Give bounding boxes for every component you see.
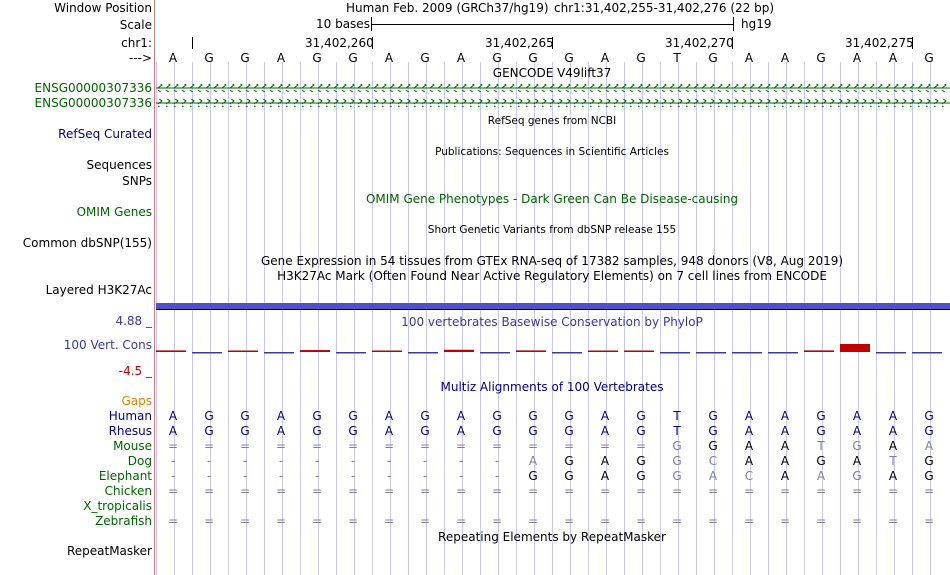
reference-base: A bbox=[888, 51, 898, 65]
reference-base: G bbox=[492, 51, 502, 65]
aligned-base: = bbox=[671, 484, 683, 498]
reference-base: G bbox=[564, 51, 574, 65]
aligned-base: T bbox=[817, 439, 825, 453]
aligned-base: A bbox=[852, 424, 862, 438]
aligned-base: - bbox=[206, 454, 212, 468]
aligned-base: = bbox=[743, 514, 755, 528]
aligned-base: G bbox=[420, 424, 430, 438]
species-label[interactable]: Zebrafish bbox=[95, 514, 152, 528]
refseq-title: RefSeq genes from NCBI bbox=[487, 115, 617, 127]
phylop-bar bbox=[408, 352, 438, 354]
phylop-bar bbox=[768, 352, 798, 354]
phylop-bar bbox=[300, 350, 330, 352]
coord-label: 31,402,260 bbox=[305, 36, 374, 50]
aligned-base: - bbox=[458, 469, 464, 483]
label-snps[interactable]: SNPs bbox=[122, 174, 152, 188]
phylop-bar bbox=[876, 352, 906, 354]
phylop-title: 100 vertebrates Basewise Conservation by PhyloP bbox=[401, 315, 703, 329]
omim-title: OMIM Gene Phenotypes - Dark Green Can Be Disease-causing bbox=[365, 192, 739, 206]
aligned-base: G bbox=[636, 424, 646, 438]
aligned-base: - bbox=[278, 454, 284, 468]
aligned-base: = bbox=[527, 439, 539, 453]
aligned-base: A bbox=[384, 409, 394, 423]
aligned-base: = bbox=[599, 514, 611, 528]
phylop-bar bbox=[660, 352, 690, 354]
aligned-base: A bbox=[600, 424, 610, 438]
species-label[interactable]: Dog bbox=[127, 454, 152, 468]
aligned-base: G bbox=[708, 409, 718, 423]
gtex-title: Gene Expression in 54 tissues from GTEx RNA-seq of 17382 samples, 948 donors (V8, Aug 2019) bbox=[260, 254, 844, 268]
aligned-base: A bbox=[168, 424, 178, 438]
aligned-base: A bbox=[780, 409, 790, 423]
aligned-base: = bbox=[563, 514, 575, 528]
aligned-base: = bbox=[311, 514, 323, 528]
species-label[interactable]: Mouse bbox=[113, 439, 152, 453]
aligned-base: - bbox=[350, 469, 356, 483]
aligned-base: G bbox=[564, 469, 574, 483]
aligned-base: = bbox=[239, 439, 251, 453]
aligned-base: G bbox=[816, 424, 826, 438]
phylop-bar bbox=[372, 351, 402, 353]
aligned-base: G bbox=[204, 409, 214, 423]
aligned-base: - bbox=[494, 454, 500, 468]
aligned-base: = bbox=[347, 439, 359, 453]
scale-text: 10 bases bbox=[316, 17, 370, 31]
h3k27ac-title: H3K27Ac Mark (Often Found Near Active Regulatory Elements) on 7 cell lines from ENCODE bbox=[277, 269, 827, 283]
label-ensg-1[interactable]: ENSG00000307336 bbox=[34, 81, 152, 95]
position-text: chr1:31,402,255-31,402,276 (22 bp) bbox=[554, 1, 775, 15]
aligned-base: - bbox=[422, 469, 428, 483]
reference-base: G bbox=[636, 51, 646, 65]
aligned-base: A bbox=[852, 409, 862, 423]
aligned-base: = bbox=[527, 514, 539, 528]
phylop-bar bbox=[624, 351, 654, 353]
species-label[interactable]: Rhesus bbox=[108, 424, 152, 438]
aligned-base: G bbox=[672, 469, 682, 483]
species-label[interactable]: X_tropicalis bbox=[83, 499, 152, 513]
aligned-base: A bbox=[708, 469, 718, 483]
reference-base: G bbox=[816, 51, 826, 65]
reference-base: A bbox=[456, 51, 466, 65]
aligned-base: G bbox=[816, 454, 826, 468]
aligned-base: = bbox=[707, 514, 719, 528]
aligned-base: G bbox=[708, 424, 718, 438]
aligned-base: = bbox=[815, 484, 827, 498]
multiz-title: Multiz Alignments of 100 Vertebrates bbox=[440, 380, 664, 394]
aligned-base: = bbox=[635, 514, 647, 528]
aligned-base: A bbox=[780, 469, 790, 483]
aligned-base: = bbox=[491, 484, 503, 498]
reference-base: A bbox=[600, 51, 610, 65]
aligned-base: - bbox=[386, 454, 392, 468]
label-window-position: Window Position bbox=[54, 1, 152, 15]
aligned-base: - bbox=[314, 454, 320, 468]
aligned-base: = bbox=[887, 514, 899, 528]
aligned-base: G bbox=[636, 469, 646, 483]
label-strand: ---> bbox=[128, 51, 152, 65]
aligned-base: = bbox=[347, 484, 359, 498]
label-scale: Scale bbox=[119, 18, 152, 32]
aligned-base: G bbox=[528, 409, 538, 423]
aligned-base: G bbox=[672, 439, 682, 453]
aligned-base: G bbox=[348, 424, 358, 438]
aligned-base: = bbox=[203, 514, 215, 528]
aligned-base: = bbox=[635, 484, 647, 498]
scale-db: hg19 bbox=[741, 17, 772, 31]
label-cons-min: -4.5 _ bbox=[118, 364, 152, 378]
aligned-base: G bbox=[348, 409, 358, 423]
aligned-base: = bbox=[563, 484, 575, 498]
label-100-vert-cons[interactable]: 100 Vert. Cons bbox=[63, 338, 152, 352]
aligned-base: G bbox=[564, 409, 574, 423]
reference-base: A bbox=[384, 51, 394, 65]
aligned-base: = bbox=[743, 484, 755, 498]
aligned-base: = bbox=[275, 439, 287, 453]
ruler-tick bbox=[192, 37, 193, 49]
aligned-base: = bbox=[275, 514, 287, 528]
aligned-base: = bbox=[275, 484, 287, 498]
aligned-base: A bbox=[528, 454, 538, 468]
phylop-bar bbox=[192, 352, 222, 354]
aligned-base: A bbox=[276, 409, 286, 423]
label-ensg-2[interactable]: ENSG00000307336 bbox=[34, 96, 152, 110]
aligned-base: = bbox=[419, 439, 431, 453]
phylop-bar bbox=[804, 350, 834, 352]
aligned-base: - bbox=[242, 454, 248, 468]
aligned-base: A bbox=[600, 454, 610, 468]
aligned-base: G bbox=[492, 424, 502, 438]
aligned-base: G bbox=[672, 454, 682, 468]
dbsnp-title: Short Genetic Variants from dbSNP release 155 bbox=[427, 224, 677, 236]
aligned-base: = bbox=[203, 484, 215, 498]
aligned-base: G bbox=[564, 424, 574, 438]
label-repeatmasker[interactable]: RepeatMasker bbox=[66, 544, 152, 558]
aligned-base: A bbox=[384, 424, 394, 438]
aligned-base: G bbox=[816, 409, 826, 423]
aligned-base: G bbox=[204, 424, 214, 438]
coord-label: 31,402,275 bbox=[845, 36, 914, 50]
aligned-base: = bbox=[455, 439, 467, 453]
aligned-base: G bbox=[708, 439, 718, 453]
aligned-base: A bbox=[780, 424, 790, 438]
aligned-base: = bbox=[311, 484, 323, 498]
aligned-base: T bbox=[673, 409, 681, 423]
aligned-base: G bbox=[924, 469, 934, 483]
phylop-bar bbox=[156, 350, 186, 352]
aligned-base: A bbox=[780, 454, 790, 468]
aligned-base: = bbox=[563, 439, 575, 453]
aligned-base: = bbox=[491, 439, 503, 453]
aligned-base: = bbox=[383, 439, 395, 453]
aligned-base: = bbox=[203, 439, 215, 453]
aligned-base: = bbox=[923, 514, 935, 528]
aligned-base: A bbox=[888, 409, 898, 423]
aligned-base: A bbox=[456, 424, 466, 438]
phylop-bar bbox=[264, 352, 294, 354]
phylop-bar bbox=[732, 352, 762, 354]
species-label[interactable]: Chicken bbox=[104, 484, 152, 498]
phylop-bar bbox=[552, 352, 582, 354]
aligned-base: G bbox=[852, 469, 862, 483]
aligned-base: G bbox=[636, 409, 646, 423]
scale-bar bbox=[371, 24, 733, 25]
aligned-base: A bbox=[888, 424, 898, 438]
aligned-base: - bbox=[422, 454, 428, 468]
phylop-bar bbox=[912, 352, 942, 354]
aligned-base: A bbox=[816, 469, 826, 483]
aligned-base: - bbox=[278, 469, 284, 483]
aligned-base: G bbox=[240, 424, 250, 438]
aligned-base: = bbox=[599, 439, 611, 453]
aligned-base: T bbox=[673, 424, 681, 438]
label-layered-h3k27ac[interactable]: Layered H3K27Ac bbox=[45, 283, 152, 297]
phylop-bar bbox=[516, 350, 546, 352]
aligned-base: A bbox=[744, 409, 754, 423]
reference-base: A bbox=[168, 51, 178, 65]
label-chromosome: chr1: bbox=[121, 36, 152, 50]
aligned-base: G bbox=[492, 409, 502, 423]
label-refseq-curated[interactable]: RefSeq Curated bbox=[58, 127, 152, 141]
label-gaps: Gaps bbox=[121, 394, 152, 408]
aligned-base: = bbox=[923, 484, 935, 498]
aligned-base: A bbox=[168, 409, 178, 423]
aligned-base: - bbox=[386, 469, 392, 483]
reference-base: G bbox=[312, 51, 322, 65]
h3k27ac-baseline bbox=[156, 309, 950, 310]
aligned-base: G bbox=[528, 424, 538, 438]
gencode-title: GENCODE V49lift37 bbox=[492, 66, 612, 80]
reference-base: G bbox=[420, 51, 430, 65]
aligned-base: = bbox=[815, 514, 827, 528]
aligned-base: G bbox=[240, 409, 250, 423]
aligned-base: A bbox=[744, 454, 754, 468]
aligned-base: G bbox=[420, 409, 430, 423]
aligned-base: - bbox=[170, 454, 176, 468]
reference-base: A bbox=[276, 51, 286, 65]
aligned-base: - bbox=[170, 469, 176, 483]
aligned-base: G bbox=[528, 469, 538, 483]
aligned-base: = bbox=[167, 514, 179, 528]
aligned-base: - bbox=[350, 454, 356, 468]
aligned-base: A bbox=[888, 469, 898, 483]
repeatmasker-title: Repeating Elements by RepeatMasker bbox=[438, 530, 666, 544]
aligned-base: = bbox=[239, 514, 251, 528]
phylop-bar bbox=[480, 352, 510, 354]
aligned-base: = bbox=[887, 484, 899, 498]
reference-base: G bbox=[348, 51, 358, 65]
aligned-base: T bbox=[889, 454, 897, 468]
aligned-base: = bbox=[167, 439, 179, 453]
phylop-bar bbox=[228, 351, 258, 353]
phylop-bar bbox=[696, 352, 726, 354]
coord-label: 31,402,265 bbox=[485, 36, 554, 50]
species-label[interactable]: Elephant bbox=[98, 469, 152, 483]
aligned-base: = bbox=[455, 484, 467, 498]
aligned-base: A bbox=[744, 424, 754, 438]
phylop-plot[interactable] bbox=[156, 330, 950, 370]
aligned-base: - bbox=[458, 454, 464, 468]
aligned-base: - bbox=[206, 469, 212, 483]
aligned-base: G bbox=[852, 439, 862, 453]
aligned-base: = bbox=[779, 484, 791, 498]
label-sequences[interactable]: Sequences bbox=[86, 158, 152, 172]
aligned-base: G bbox=[636, 454, 646, 468]
aligned-base: - bbox=[314, 469, 320, 483]
reference-base: G bbox=[924, 51, 934, 65]
aligned-base: = bbox=[239, 484, 251, 498]
aligned-base: - bbox=[494, 469, 500, 483]
aligned-base: = bbox=[671, 514, 683, 528]
aligned-base: = bbox=[851, 514, 863, 528]
gene-models[interactable] bbox=[156, 81, 950, 111]
aligned-base: = bbox=[491, 514, 503, 528]
reference-base: A bbox=[852, 51, 862, 65]
aligned-base: A bbox=[276, 424, 286, 438]
aligned-base: G bbox=[312, 424, 322, 438]
aligned-base: = bbox=[455, 514, 467, 528]
aligned-base: A bbox=[600, 409, 610, 423]
phylop-bar bbox=[444, 350, 474, 352]
species-label[interactable]: Human bbox=[108, 409, 152, 423]
aligned-base: G bbox=[924, 454, 934, 468]
aligned-base: A bbox=[456, 409, 466, 423]
aligned-base: = bbox=[779, 514, 791, 528]
aligned-base: A bbox=[852, 454, 862, 468]
aligned-base: G bbox=[924, 424, 934, 438]
aligned-base: = bbox=[383, 484, 395, 498]
aligned-base: = bbox=[851, 484, 863, 498]
aligned-base: A bbox=[744, 439, 754, 453]
label-divider bbox=[154, 0, 155, 575]
aligned-base: - bbox=[242, 469, 248, 483]
reference-base: G bbox=[528, 51, 538, 65]
aligned-base: = bbox=[527, 484, 539, 498]
scale-bar-right-tick bbox=[733, 17, 734, 31]
phylop-bar bbox=[840, 344, 870, 352]
aligned-base: = bbox=[383, 514, 395, 528]
aligned-base: = bbox=[311, 439, 323, 453]
reference-base: T bbox=[673, 51, 681, 65]
aligned-base: G bbox=[924, 409, 934, 423]
aligned-base: A bbox=[888, 439, 898, 453]
aligned-base: = bbox=[347, 514, 359, 528]
reference-base: G bbox=[204, 51, 214, 65]
aligned-base: G bbox=[312, 409, 322, 423]
label-cons-max: 4.88 _ bbox=[115, 314, 152, 328]
reference-base: A bbox=[744, 51, 754, 65]
coord-label: 31,402,270 bbox=[665, 36, 734, 50]
aligned-base: C bbox=[744, 469, 754, 483]
label-common-dbsnp[interactable]: Common dbSNP(155) bbox=[22, 236, 152, 250]
assembly-name: Human Feb. 2009 (GRCh37/hg19) bbox=[346, 1, 549, 15]
reference-base: A bbox=[780, 51, 790, 65]
reference-base: G bbox=[708, 51, 718, 65]
aligned-base: A bbox=[780, 439, 790, 453]
aligned-base: A bbox=[600, 469, 610, 483]
aligned-base: = bbox=[635, 439, 647, 453]
strand-arrows-1 bbox=[156, 84, 950, 92]
aligned-base: = bbox=[419, 514, 431, 528]
phylop-bar bbox=[588, 351, 618, 353]
strand-arrows-2 bbox=[156, 99, 950, 107]
aligned-base: C bbox=[708, 454, 718, 468]
reference-base: G bbox=[240, 51, 250, 65]
aligned-base: = bbox=[419, 484, 431, 498]
aligned-base: = bbox=[707, 484, 719, 498]
publications-title: Publications: Sequences in Scientific Articles bbox=[435, 146, 669, 158]
phylop-bar bbox=[336, 352, 366, 354]
aligned-base: = bbox=[167, 484, 179, 498]
aligned-base: G bbox=[564, 454, 574, 468]
aligned-base: = bbox=[599, 484, 611, 498]
label-omim-genes[interactable]: OMIM Genes bbox=[76, 205, 152, 219]
aligned-base: A bbox=[924, 439, 934, 453]
